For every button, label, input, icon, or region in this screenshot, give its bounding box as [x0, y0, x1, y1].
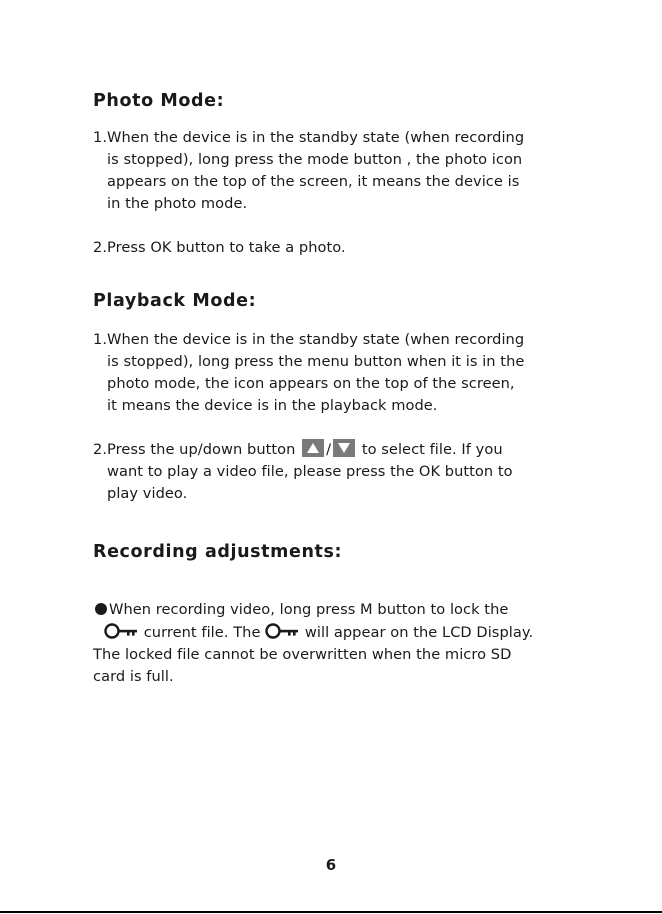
recording-adjustments-line2-text-b: will appear on the LCD Display.: [304, 624, 534, 641]
page-bottom-rule: [0, 911, 662, 913]
playback-mode-heading: Playback Mode:: [93, 291, 257, 311]
filled-circle-bullet-icon: [95, 603, 107, 615]
down-arrow-button-icon: [333, 439, 355, 457]
playback-mode-item2-text-after: to select file. If you: [361, 441, 503, 458]
playback-mode-item2-slash: /: [326, 441, 332, 458]
recording-adjustments-line3: The locked file cannot be overwritten when the micro SD: [93, 646, 512, 663]
playback-mode-item1-line2: is stopped), long press the menu button when it is in the: [107, 353, 525, 370]
recording-adjustments-line2-text-a: current file. The: [143, 624, 261, 641]
playback-mode-item2-line3: play video.: [107, 485, 188, 502]
photo-mode-item1-line1: 1.When the device is in the standby state (when recording: [93, 129, 525, 146]
playback-mode-item1-line1: 1.When the device is in the standby state (when recording: [93, 331, 525, 348]
page-number: 6: [325, 856, 337, 874]
photo-mode-item2: 2.Press OK button to take a photo.: [93, 239, 346, 256]
playback-mode-item1-line4: it means the device is in the playback mode.: [107, 397, 438, 414]
photo-mode-item1-line3: appears on the top of the screen, it means the device is: [107, 173, 520, 190]
photo-mode-item1-line4: in the photo mode.: [107, 195, 248, 212]
recording-adjustments-line1-text: When recording video, long press M button to lock the: [109, 601, 509, 618]
recording-adjustments-line4: card is full.: [93, 668, 174, 685]
playback-mode-item2-line2: want to play a video file, please press the OK button to: [107, 463, 513, 480]
playback-mode-item1-line3: photo mode, the icon appears on the top of the screen,: [107, 375, 515, 392]
photo-mode-heading: Photo Mode:: [93, 91, 225, 111]
recording-adjustments-heading: Recording adjustments:: [93, 542, 343, 562]
photo-mode-item1-line2: is stopped), long press the mode button , the photo icon: [107, 151, 523, 168]
recording-adjustments-line1: [95, 599, 508, 621]
playback-mode-item2-text-before: 2.Press the up/down button: [93, 441, 296, 458]
playback-mode-item2-line1: [93, 439, 503, 461]
up-arrow-button-icon: [302, 439, 324, 457]
